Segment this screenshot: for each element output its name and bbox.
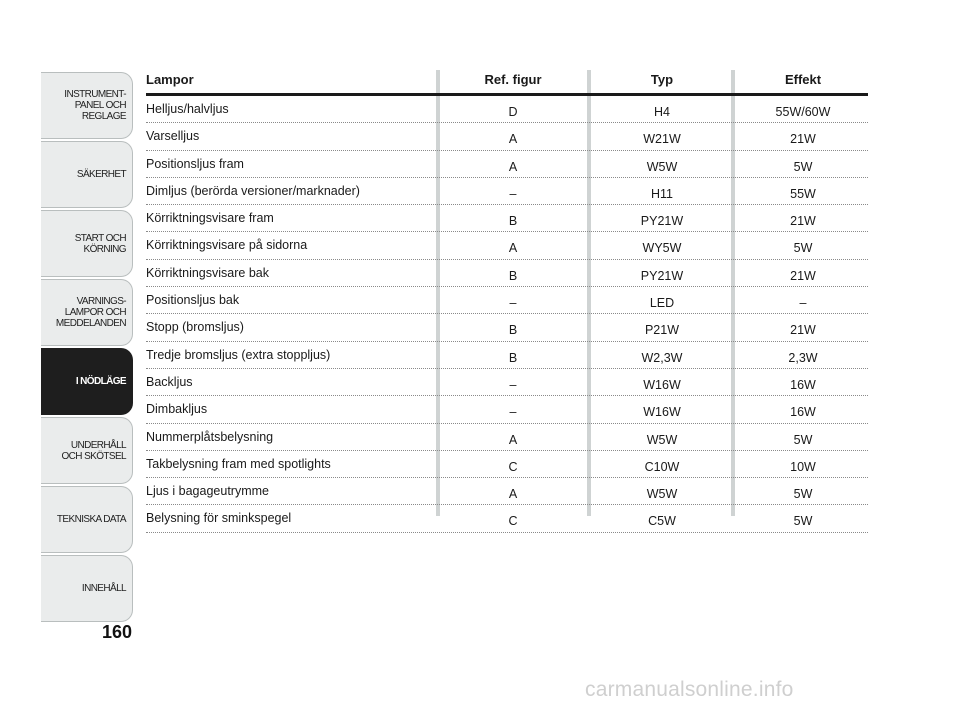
table-row [146,151,868,178]
chapter-tabs [41,72,133,624]
cell-ref-figur: A [508,241,518,256]
cell-ref-figur: – [509,405,517,420]
header-effekt: Effekt [784,72,822,87]
cell-ref-figur: C [508,514,518,529]
cell-effekt: 5W [793,487,813,502]
cell-ref-figur: B [508,323,518,338]
cell-lampa: Ljus i bagageutrymme [146,484,269,499]
table-body [146,96,868,533]
cell-ref-figur: B [508,214,518,229]
cell-lampa: Tredje bromsljus (extra stoppljus) [146,347,331,362]
cell-typ: P21W [644,323,680,338]
header-ref-figur: Ref. figur [484,72,542,87]
table-row [146,123,868,150]
cell-typ: W16W [643,405,681,420]
tab-i-nodlage[interactable]: I NÖDLÄGE [41,348,133,415]
cell-lampa: Körriktningsvisare bak [146,265,269,280]
cell-lampa: Varselljus [146,129,200,144]
cell-ref-figur: – [509,186,517,201]
cell-effekt: – [799,296,807,311]
tab-sakerhet[interactable]: SÄKERHET [41,141,133,208]
cell-typ: W2,3W [641,350,683,365]
cell-effekt: 5W [793,159,813,174]
table-row [146,396,868,423]
table-row [146,505,868,532]
table-row [146,178,868,205]
cell-effekt: 16W [790,405,816,420]
table-row [146,96,868,123]
cell-lampa: Körriktningsvisare fram [146,211,274,226]
table-row [146,478,868,505]
cell-effekt: 5W [793,514,813,529]
cell-lampa: Stopp (bromsljus) [146,320,244,335]
cell-ref-figur: D [508,105,518,119]
cell-ref-figur: A [508,132,518,147]
table-header [146,66,868,96]
cell-effekt: 21W [790,268,816,283]
cell-effekt: 10W [790,459,816,474]
cell-ref-figur: – [509,296,517,311]
tab-instrumentpanel[interactable]: INSTRUMENT- PANEL OCH REGLAGE [41,72,133,139]
header-lampor: Lampor [146,72,194,87]
cell-typ: W16W [643,377,681,392]
table-row [146,369,868,396]
cell-ref-figur: C [508,459,518,474]
cell-effekt: 21W [790,132,816,147]
cell-lampa: Backljus [146,374,193,389]
cell-typ: PY21W [640,214,684,229]
cell-lampa: Belysning för sminkspegel [146,511,292,526]
cell-lampa: Helljus/halvljus [146,102,229,116]
table-row [146,314,868,341]
cell-typ: PY21W [640,268,684,283]
table-row [146,451,868,478]
cell-ref-figur: – [509,377,517,392]
cell-lampa: Takbelysning fram med spotlights [146,456,331,471]
cell-typ: W5W [646,487,678,502]
table-row [146,287,868,314]
cell-ref-figur: A [508,159,518,174]
cell-ref-figur: B [508,268,518,283]
cell-effekt: 55W/60W [775,105,831,119]
cell-effekt: 55W [790,186,816,201]
tab-innehall[interactable]: INNEHÅLL [41,555,133,622]
cell-typ: W5W [646,432,678,447]
header-typ: Typ [650,72,674,87]
cell-effekt: 16W [790,377,816,392]
cell-typ: C5W [648,514,676,529]
table-row [146,260,868,287]
cell-lampa: Dimbakljus [146,402,208,417]
tab-tekniska-data[interactable]: TEKNISKA DATA [41,486,133,553]
cell-ref-figur: B [508,350,518,365]
cell-effekt: 21W [790,323,816,338]
cell-typ: C10W [644,459,680,474]
bulb-table [146,66,868,533]
cell-lampa: Nummerplåtsbelysning [146,429,274,444]
table-row [146,424,868,451]
cell-typ: H4 [654,105,670,119]
tab-varningslampor[interactable]: VARNINGS- LAMPOR OCH MEDDELANDEN [41,279,133,346]
cell-typ: WY5W [642,241,682,256]
cell-effekt: 2,3W [788,350,818,365]
cell-effekt: 21W [790,214,816,229]
table-row [146,205,868,232]
tab-underhall[interactable]: UNDERHÅLL OCH SKÖTSEL [41,417,133,484]
cell-effekt: 5W [793,432,813,447]
cell-typ: LED [649,296,675,311]
cell-effekt: 5W [793,241,813,256]
cell-lampa: Körriktningsvisare på sidorna [146,238,308,253]
cell-typ: W5W [646,159,678,174]
table-row [146,232,868,259]
cell-lampa: Positionsljus bak [146,293,240,308]
tab-start-och-korning[interactable]: START OCH KÖRNING [41,210,133,277]
cell-lampa: Dimljus (berörda versioner/marknader) [146,183,360,198]
cell-typ: H11 [650,186,673,201]
cell-typ: W21W [643,132,681,147]
cell-ref-figur: A [508,487,518,502]
page-number: 160 [101,622,132,642]
watermark: carmanualsonline.info [585,678,794,701]
cell-lampa: Positionsljus fram [146,156,244,171]
cell-ref-figur: A [508,432,518,447]
table-row [146,342,868,369]
